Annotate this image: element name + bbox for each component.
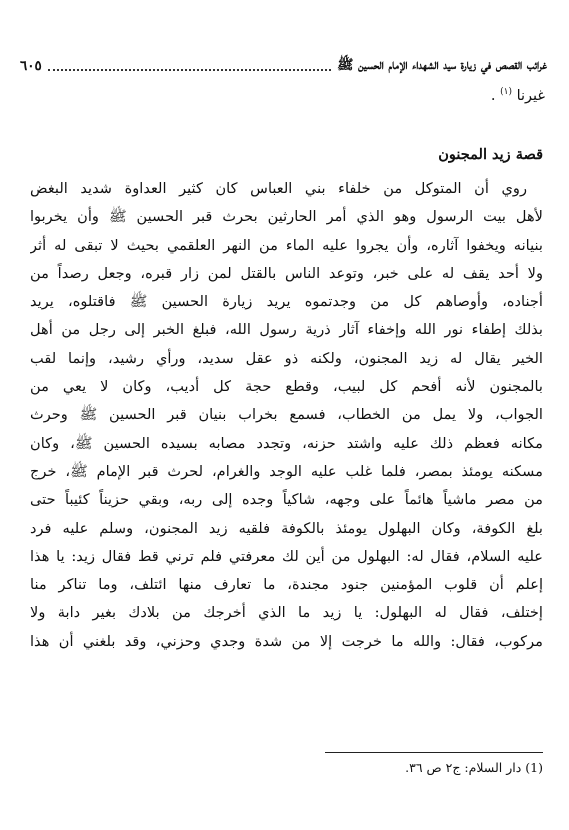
body-line: مسكنه يومئذ بمصر، فلما غلب عليه الوجد والغرام، لحرث قبر الإمام ﷺ، خرج <box>30 462 543 480</box>
body-line: بنيانه ويخفوا آثاره، وأن يجروا عليه الماء من النهر العلقمي بحيث لا تبقى له أثر <box>30 236 543 254</box>
body-line: لأهل بيت الرسول وهو الذي أمر الحارثين بحرث قبر الحسين ﷺ وأن يخربوا <box>30 208 543 226</box>
body-line: بالمجنون لأنه أفحم كل لبيب، وقطع حجة كل أديب، وكان لا يعي من <box>30 378 543 396</box>
body-line: عليه السلام، فقال له: البهلول من أين لك معرفتي فلم ترني قط فقال زيد: يا هذا <box>30 547 543 565</box>
footnote: (1) دار السلام: ج٢ ص ٣٦. <box>405 760 543 775</box>
header-title: غرائب القصص في زيارة سيد الشهداء الإمام الحسين ﷺ <box>337 57 547 73</box>
header-leader-dots <box>48 69 331 71</box>
body-line: مركوب، فقال: والله ما خرجت إلا من شدة وجدي وحزني، وقد بلغني أن هذا <box>30 632 543 650</box>
continuation-period: . <box>490 87 496 104</box>
page-number: ٦٠٥ <box>20 58 42 74</box>
body-line: بذلك إطفاء نور الله وإخفاء آثار ذرية رسول الله، فبلغ الخبر إلى رجل من أهل <box>30 321 543 339</box>
body-paragraph <box>30 175 543 656</box>
running-header <box>20 54 547 78</box>
footnote-reference: (١) <box>500 87 512 97</box>
body-line: مكانه فعظم ذلك عليه واشتد حزنه، وتجدد مصابه بسيده الحسين ﷺ، وكان <box>30 434 543 452</box>
body-line: إعلم أن قلوب المؤمنين جنود مجندة، ما تعارف منها ائتلف، وما تناكر منا <box>30 576 543 594</box>
body-line: من مصر ماشياً هائماً على وجهه، شاكياً وجده إلى ربه، وبقي حزيناً كئيباً حتى <box>30 491 543 509</box>
body-line: بلغ الكوفة، وكان البهلول يومئذ بالكوفة فلقيه زيد المجنون، وسلم عليه فرد <box>30 519 543 537</box>
body-line: أجناده، وأوصاهم كل من وجدتموه يريد زيارة الحسين ﷺ فاقتلوه، يريد <box>30 293 543 311</box>
body-line: ولا أحد يقف له على خبر، وتوعد الناس بالقتل لمن زار قبره، وجعل رصداً من <box>30 264 543 282</box>
body-line: الخير يقال له زيد المجنون، ولكنه ذو عقل سديد، ورأي رشيد، وإنما لقب <box>30 349 543 367</box>
body-line: إختلف، فقال له البهلول: يا زيد ما الذي أخرجك من بلادك بغير دابة ولا <box>30 604 543 622</box>
continuation-line <box>491 87 545 104</box>
body-line: روي أن المتوكل من خلفاء بني العباس كان كثير العداوة شديد البغض <box>30 180 527 197</box>
body-line: الجواب، ولا يمل من الخطاب، فسمع بخراب بنيان قبر الحسين ﷺ وحرث <box>30 406 543 424</box>
footnote-separator <box>325 752 543 753</box>
continuation-text: غيرنا <box>516 87 545 104</box>
section-title: قصة زيد المجنون <box>438 146 543 163</box>
